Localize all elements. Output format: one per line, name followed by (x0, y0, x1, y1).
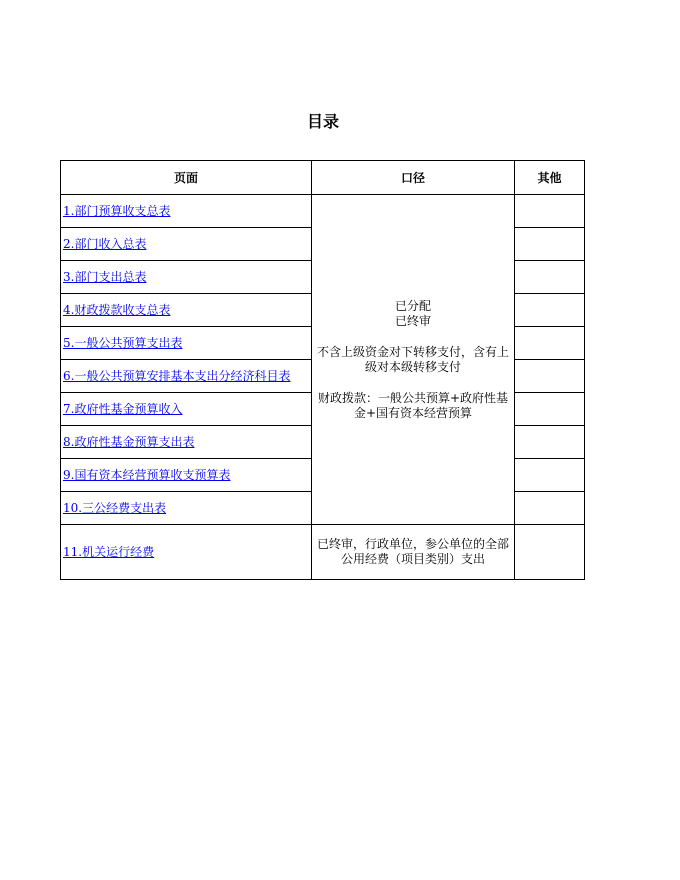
other-cell (515, 426, 585, 459)
page-cell (61, 261, 312, 294)
header-other: 其他 (515, 161, 585, 195)
scope-transfer-note: 不含上级资金对下转移支付，含有上级对本级转移支付 (316, 344, 509, 374)
other-cell (515, 294, 585, 327)
page-cell (61, 228, 312, 261)
table-row (61, 525, 585, 580)
link-income-summary[interactable]: 2.部门收入总表 (63, 236, 147, 251)
page-cell (61, 459, 312, 492)
table-header-row (61, 161, 585, 195)
page-cell (61, 426, 312, 459)
link-fiscal-appropriation[interactable]: 4.财政拨款收支总表 (63, 302, 171, 317)
other-cell (515, 195, 585, 228)
table-row (61, 195, 585, 228)
other-cell (515, 261, 585, 294)
scope-allocated: 已分配 (394, 298, 431, 313)
page-cell (61, 393, 312, 426)
other-cell (515, 525, 585, 580)
scope-group-cell (312, 195, 515, 525)
scope-fiscal-note: 财政拨款：一般公共预算+政府性基金+国有资本经营预算 (317, 390, 509, 420)
page-cell (61, 327, 312, 360)
other-cell (515, 327, 585, 360)
page-title: 目录 (306, 112, 339, 131)
link-gov-fund-income[interactable]: 7.政府性基金预算收入 (63, 401, 183, 416)
page-cell (61, 360, 312, 393)
header-page: 页面 (61, 161, 312, 195)
page-cell (61, 195, 312, 228)
other-cell (515, 228, 585, 261)
link-general-public-budget[interactable]: 5.一般公共预算支出表 (63, 335, 183, 350)
other-cell (515, 492, 585, 525)
header-scope: 口径 (312, 161, 515, 195)
scope-final-review: 已终审 (394, 313, 431, 328)
page-cell (61, 294, 312, 327)
other-cell (515, 393, 585, 426)
other-cell (515, 459, 585, 492)
other-cell (515, 360, 585, 393)
scope-last-cell: 已终审，行政单位，参公单位的全部公用经费（项目类别）支出 (312, 525, 515, 580)
page-cell (61, 525, 312, 580)
link-basic-expenditure[interactable]: 6.一般公共预算安排基本支出分经济科目表 (63, 368, 291, 383)
link-budget-summary[interactable]: 1.部门预算收支总表 (63, 203, 171, 218)
link-agency-operating-costs[interactable]: 11.机关运行经费 (63, 544, 155, 559)
page-cell (61, 492, 312, 525)
link-state-capital-budget[interactable]: 9.国有资本经营预算收支预算表 (63, 467, 231, 482)
link-gov-fund-expenditure[interactable]: 8.政府性基金预算支出表 (63, 434, 195, 449)
link-expenditure-summary[interactable]: 3.部门支出总表 (63, 269, 147, 284)
toc-table (60, 160, 585, 580)
link-three-public-expenses[interactable]: 10.三公经费支出表 (63, 500, 167, 515)
